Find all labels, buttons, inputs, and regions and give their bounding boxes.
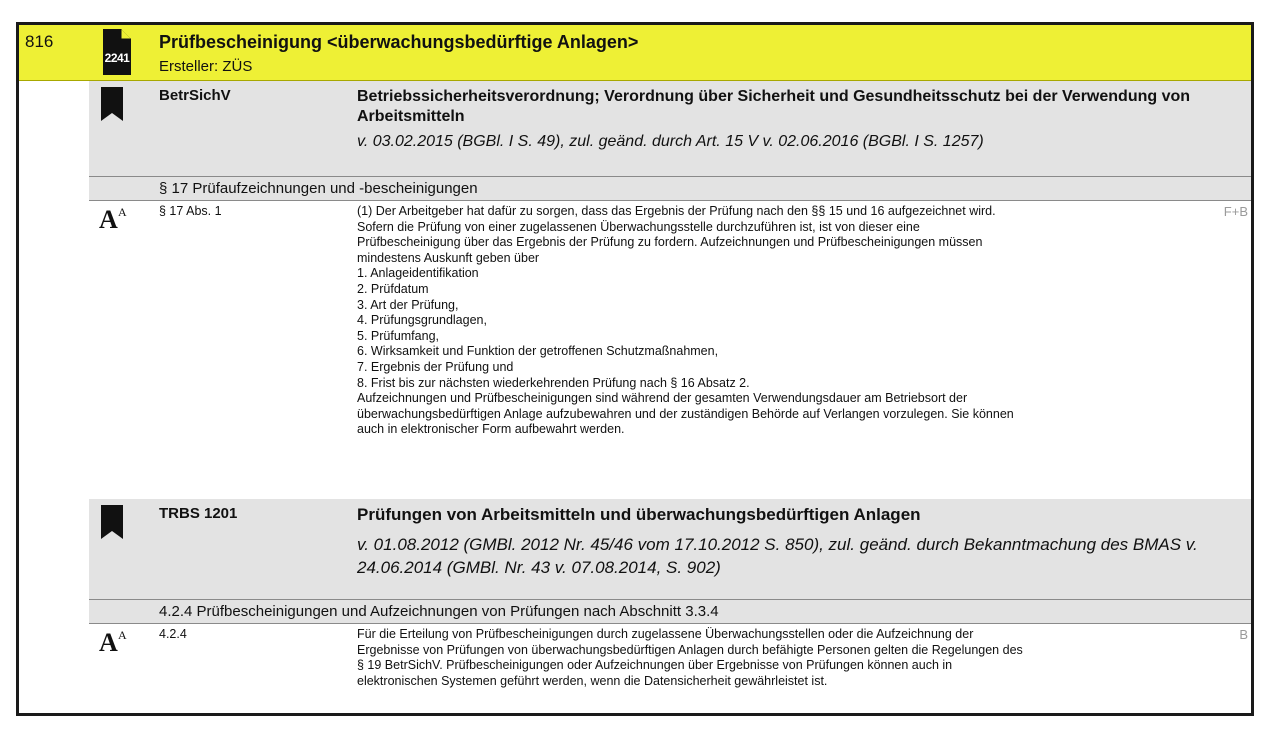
font-size-icon[interactable] xyxy=(99,627,133,655)
paragraph-text: Für die Erteilung von Prüfbescheinigungen durch zugelassene Überwachungsstellen oder die Aufzeichnung der Ergebnisse von Prüfungen von überwachungsbedürftigen Anlagen durch befähigte Personen gelten die Regelungen des § 19 BetrSichV. Prüfbescheinigungen oder Aufzeichnungen über Ergebnisse von Prüfungen können auch in elektronischen Systemen geführt werden, wenn die Datensicherheit gewährleistet ist. xyxy=(357,627,1023,688)
regulation-block-trbs-1201 xyxy=(89,499,1254,600)
regulation-code[interactable]: TRBS 1201 xyxy=(159,505,238,522)
section-heading: 4.2.4 Prüfbescheinigungen und Aufzeichnungen von Prüfungen nach Abschnitt 3.3.4 xyxy=(89,600,1254,624)
entry-header xyxy=(19,25,1251,81)
paragraph-reference[interactable]: § 17 Abs. 1 xyxy=(159,204,222,218)
regulation-block-betrsichv xyxy=(89,81,1254,177)
paragraph-row xyxy=(89,625,1254,715)
svg-text:A: A xyxy=(99,628,118,655)
font-size-icon[interactable] xyxy=(99,204,133,232)
paragraph-row xyxy=(89,202,1254,495)
regulation-title: Prüfungen von Arbeitsmitteln und überwachungsbedürftigen Anlagen xyxy=(357,505,921,524)
paragraph-badge: B xyxy=(1239,627,1248,642)
bookmark-icon[interactable] xyxy=(101,87,123,126)
svg-text:A: A xyxy=(118,205,127,219)
paragraph-text: (1) Der Arbeitgeber hat dafür zu sorgen, dass das Ergebnis der Prüfung nach den §§ 15 und 16 aufgezeichnet wird. Sofern die Prüfung von einer zugelassenen Überwachungsstelle durchzuführen ist, ist von dieser eine Prüfbescheinigung über das Ergebnis der Prüfung zu fordern. Aufzeichnungen und Prüfbescheinigungen müssen mindestens Auskunft geben über 1. Anlageidentifikation 2. Prüfdatum 3. Art der Prüfung, 4. Prüfungsgrundlagen, 5. Prüfumfang, 6. Wirksamkeit und Funktion der getroffenen Schutzmaßnahmen, 7. Ergebnis der Prüfung und 8. Frist bis zur nächsten wiederkehrenden Prüfung nach § 16 Absatz 2. Aufzeichnungen und Prüfbescheinigungen sind während der gesamten Verwendungsdauer am Betriebsort der überwachungsbedürftigen Anlage aufzubewahren und der zuständigen Behörde auf Verlangen vorzulegen. Sie können auch in elektronischer Form aufbewahrt werden. xyxy=(357,204,1014,437)
document-icon[interactable] xyxy=(97,29,137,75)
paragraph-badge: F+B xyxy=(1223,204,1248,219)
entry-number: 816 xyxy=(25,32,54,51)
regulation-code[interactable]: BetrSichV xyxy=(159,87,231,104)
bookmark-icon[interactable] xyxy=(101,505,123,544)
regulation-date: v. 03.02.2015 (BGBl. I S. 49), zul. geänd. durch Art. 15 V v. 02.06.2016 (BGBl. I S. 1257) xyxy=(357,133,984,150)
entry-title[interactable]: Prüfbescheinigung <überwachungsbedürftige Anlagen> xyxy=(159,32,639,52)
paragraph-reference[interactable]: 4.2.4 xyxy=(159,627,187,641)
regulation-title: Betriebssicherheitsverordnung; Verordnung über Sicherheit und Gesundheitsschutz bei der Verwendung von Arbeitsmitteln xyxy=(357,88,1191,125)
svg-text:A: A xyxy=(99,205,118,232)
svg-text:A: A xyxy=(118,628,127,642)
document-entry xyxy=(16,22,1254,716)
document-icon-number: 2241 xyxy=(104,51,130,65)
entry-creator: Ersteller: ZÜS xyxy=(159,58,253,75)
section-heading: § 17 Prüfaufzeichnungen und -bescheinigungen xyxy=(89,177,1254,201)
regulation-date: v. 01.08.2012 (GMBl. 2012 Nr. 45/46 vom 17.10.2012 S. 850), zul. geänd. durch Bekanntmachung des BMAS v. 24.06.2014 (GMBl. Nr. 43 v. 07.08.2014, S. 902) xyxy=(357,535,1198,577)
